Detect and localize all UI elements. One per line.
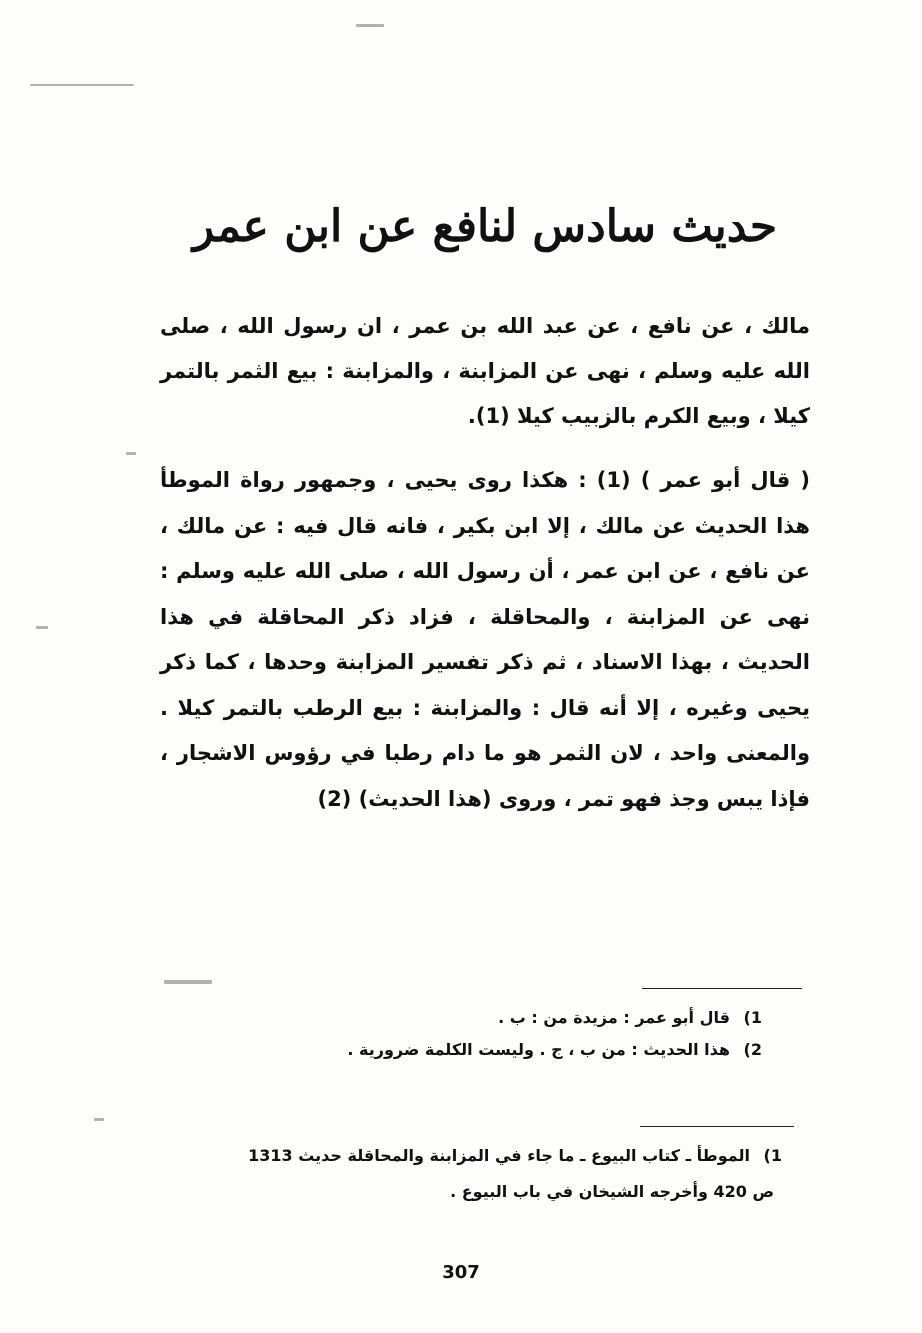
note-text: قال أبو عمر : مزيدة من : ب . bbox=[498, 1008, 730, 1027]
note-number: 1) bbox=[763, 1146, 782, 1165]
note-number: 1) bbox=[743, 1008, 762, 1027]
editor-note bbox=[242, 1002, 762, 1034]
source-note bbox=[142, 1174, 782, 1210]
page-title: حديث سادس لنافع عن ابن عمر bbox=[192, 201, 778, 252]
source-notes bbox=[142, 1138, 782, 1210]
source-notes-divider bbox=[640, 1126, 794, 1127]
scan-speck bbox=[30, 84, 134, 86]
editor-notes-divider bbox=[642, 988, 802, 989]
note-text: ص 420 وأخرجه الشيخان في باب البيوع . bbox=[450, 1182, 774, 1201]
commentary-paragraph: ( قال أبو عمر ) (1) : هكذا روى يحيى ، وجمهور رواة الموطأ هذا الحديث عن مالك ، إلا ابن بكير ، فانه قال فيه : عن مالك ، عن نافع ، عن ابن عمر ، أن رسول الله ، صلى الله عليه وسلم : نهى عن المزابنة ، والمحاقلة ، فزاد ذكر المحاقلة في هذا الحديث ، بهذا الاسناد ، ثم ذكر تفسير المزابنة وحدها ، كما ذكر يحيى وغيره ، إلا أنه قال : والمزابنة : بيع الرطب بالتمر كيلا . والمعنى واحد ، لان الثمر هو ما دام رطبا في رؤوس الاشجار ، فإذا يبس وجذ فهو تمر ، وروى (هذا الحديث) (2) bbox=[160, 468, 810, 811]
note-text: الموطأ ـ كتاب البيوع ـ ما جاء في المزابنة والمحاقلة حديث 1313 bbox=[248, 1146, 750, 1165]
scan-speck bbox=[126, 452, 136, 455]
page-number: 307 bbox=[442, 1262, 480, 1283]
scan-speck bbox=[356, 24, 384, 27]
scan-speck bbox=[36, 626, 48, 629]
source-note bbox=[142, 1138, 782, 1174]
scan-speck bbox=[94, 1118, 104, 1121]
note-number: 2) bbox=[743, 1040, 762, 1059]
note-text: هذا الحديث : من ب ، ج . وليست الكلمة ضرورية . bbox=[347, 1040, 730, 1059]
hadith-paragraph: مالك ، عن نافع ، عن عبد الله بن عمر ، ان رسول الله ، صلى الله عليه وسلم ، نهى عن المزابنة ، والمزابنة : بيع الثمر بالتمر كيلا ، وبيع الكرم بالزبيب كيلا (1). bbox=[160, 314, 810, 428]
editor-note bbox=[242, 1034, 762, 1066]
scan-speck bbox=[164, 980, 212, 984]
editor-notes bbox=[242, 1002, 762, 1066]
